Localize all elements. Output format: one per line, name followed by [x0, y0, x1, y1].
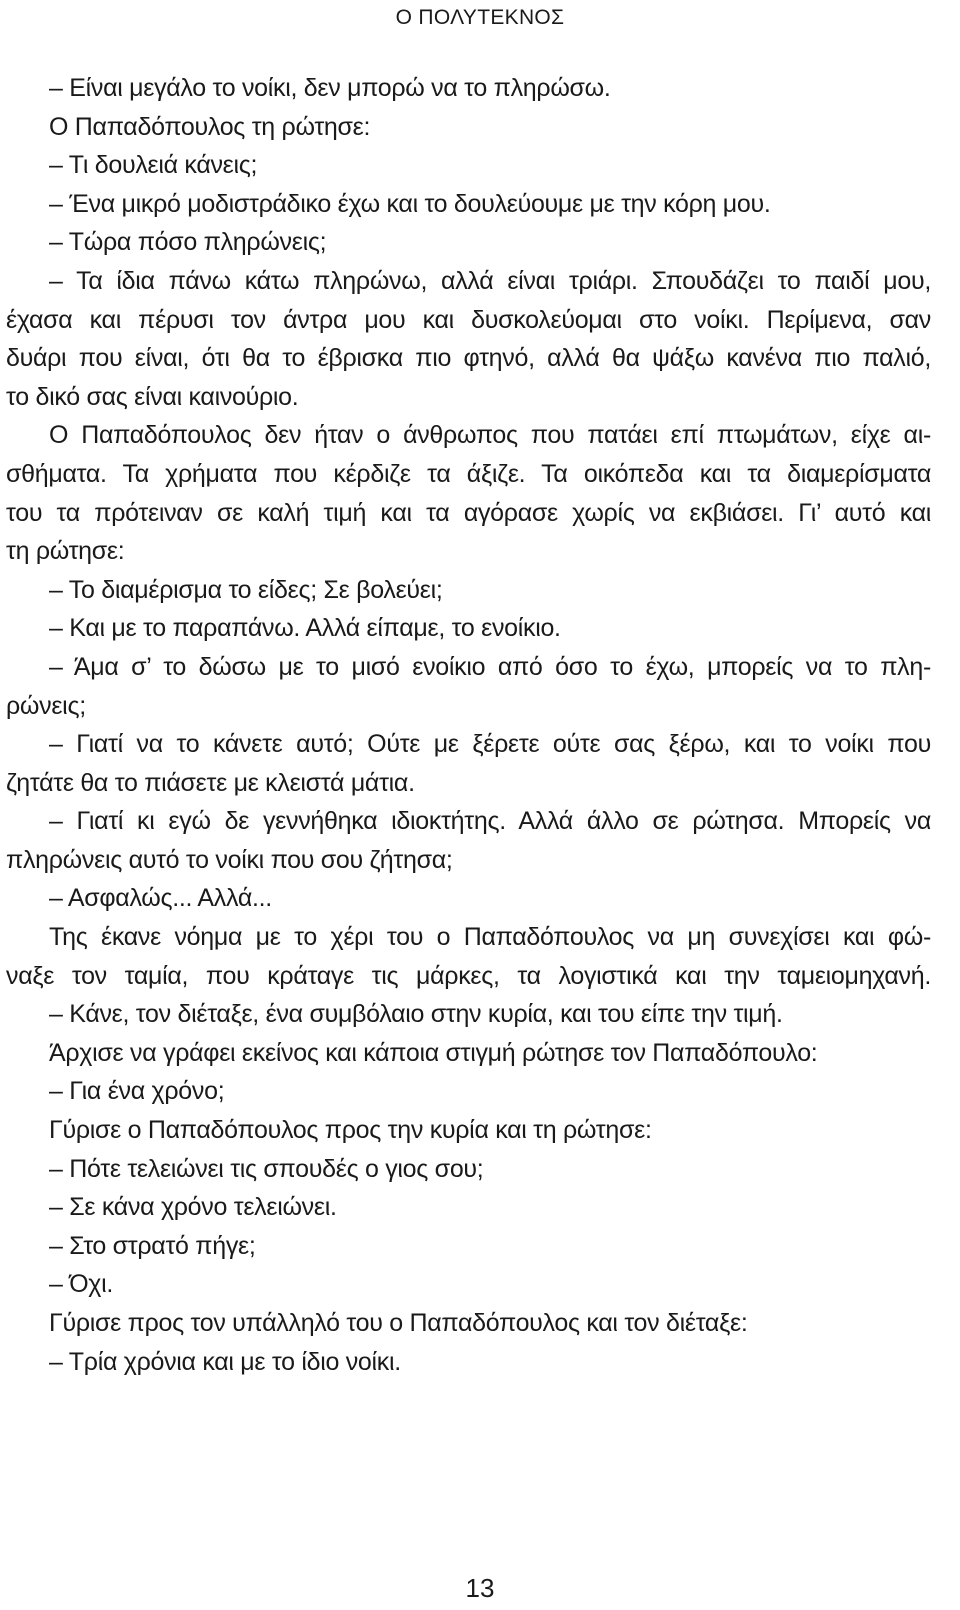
paragraph-line: Γύρισε προς τον υπάλληλό του ο Παπαδόπουλος και τον διέταξε:: [49, 1309, 748, 1337]
body-text: [6, 69, 931, 1381]
paragraph-line: – Ασφαλώς... Αλλά...: [49, 884, 272, 913]
paragraph-line: το δικό σας είναι καινούριο.: [6, 382, 299, 411]
paragraph-line: ρώνεις;: [6, 691, 86, 720]
paragraph-line: ναξε τον ταμία, που κράταγε τις μάρκες, τα λογιστικά και την ταμειομηχανή.: [6, 961, 931, 990]
paragraph-line: ζητάτε θα το πιάσετε με κλειστά μάτια.: [6, 768, 415, 797]
paragraph-line: του τα πρότειναν σε καλή τιμή και τα αγόρασε χωρίς να εκβιάσει. Γι’ αυτό και: [6, 498, 931, 527]
paragraph-line: – Πότε τελειώνει τις σπουδές ο γιος σου;: [49, 1154, 484, 1183]
paragraph-line: – Γιατί να το κάνετε αυτό; Ούτε με ξέρετε ούτε σας ξέρω, και το νοίκι που: [49, 730, 931, 759]
paragraph-line: – Τώρα πόσο πληρώνεις;: [49, 228, 327, 257]
paragraph-line: Ο Παπαδόπουλος δεν ήταν ο άνθρωπος που πατάει επί πτωμάτων, είχε αι-: [49, 421, 931, 450]
paragraph-line: – Στο στρατό πήγε;: [49, 1231, 256, 1260]
running-header: Ο ΠΟΛΥΤΕΚΝΟΣ: [395, 6, 565, 29]
paragraph-line: – Και με το παραπάνω. Αλλά είπαμε, το ενοίκιο.: [49, 614, 561, 643]
paragraph-line: – Ένα μικρό μοδιστράδικο έχω και το δουλεύουμε με την κόρη μου.: [49, 189, 771, 218]
paragraph-line: – Άμα σ’ το δώσω με το μισό ενοίκιο από όσο το έχω, μπορείς να το πλη-: [49, 652, 931, 681]
paragraph-line: τη ρώτησε:: [6, 537, 125, 566]
paragraph-line: – Τρία χρόνια και με το ίδιο νοίκι.: [49, 1347, 401, 1376]
paragraph-line: σθήματα. Τα χρήματα που κέρδιζε τα άξιζε. Τα οικόπεδα και τα διαμερίσματα: [6, 459, 931, 488]
paragraph-line: – Γιατί κι εγώ δε γεννήθηκα ιδιοκτήτης. Αλλά άλλο σε ρώτησα. Μπορείς να: [49, 807, 931, 836]
paragraph-line: έχασα και πέρυσι τον άντρα μου και δυσκολεύομαι στο νοίκι. Περίμενα, σαν: [6, 305, 931, 334]
page-number: 13: [465, 1573, 495, 1603]
paragraph-line: – Το διαμέρισμα το είδες; Σε βολεύει;: [49, 575, 443, 604]
paragraph-line: – Όχι.: [49, 1270, 114, 1299]
paragraph-line: – Είναι μεγάλο το νοίκι, δεν μπορώ να το πληρώσω.: [49, 74, 611, 102]
paragraph-line: Ο Παπαδόπουλος τη ρώτησε:: [49, 112, 371, 141]
paragraph-line: – Σε κάνα χρόνο τελειώνει.: [49, 1193, 337, 1222]
paragraph-line: δυάρι που είναι, ότι θα το έβρισκα πιο φτηνό, αλλά θα ψάξω κανένα πιο παλιό,: [6, 344, 931, 373]
paragraph-line: – Τι δουλειά κάνεις;: [49, 151, 258, 180]
paragraph-line: Γύρισε ο Παπαδόπουλος προς την κυρία και τη ρώτησε:: [49, 1116, 652, 1145]
paragraph-line: – Για ένα χρόνο;: [49, 1077, 225, 1106]
paragraph-line: Της έκανε νόημα με το χέρι του ο Παπαδόπουλος να μη συνεχίσει και φώ-: [49, 923, 931, 952]
paragraph-line: – Τα ίδια πάνω κάτω πληρώνω, αλλά είναι τριάρι. Σπουδάζει το παιδί μου,: [49, 266, 931, 295]
paragraph-line: πληρώνεις αυτό το νοίκι που σου ζήτησα;: [6, 845, 453, 874]
paragraph-line: Άρχισε να γράφει εκείνος και κάποια στιγμή ρώτησε τον Παπαδόπουλο:: [49, 1038, 818, 1067]
paragraph-line: – Κάνε, τον διέταξε, ένα συμβόλαιο στην κυρία, και του είπε την τιμή.: [49, 1000, 783, 1029]
